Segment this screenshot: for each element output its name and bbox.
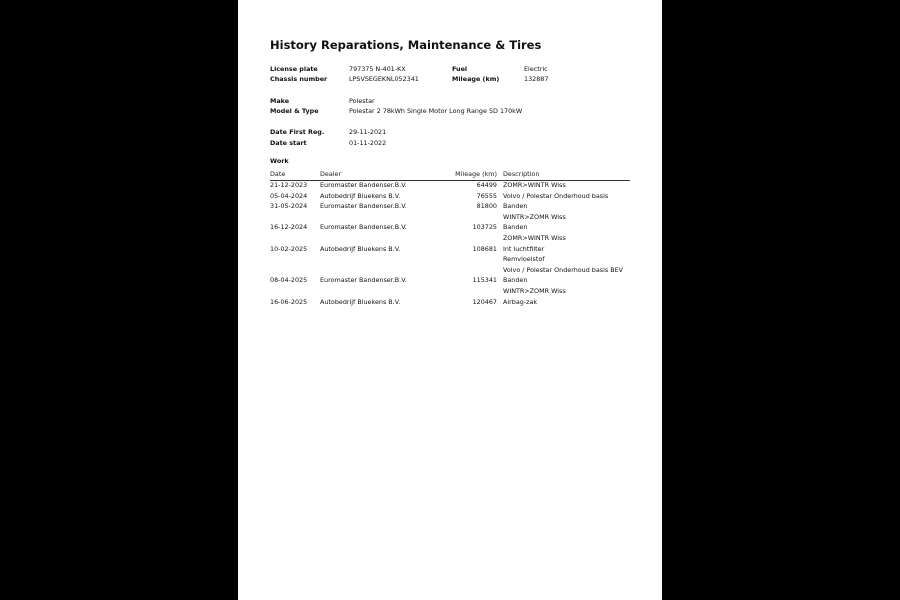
row-description: ZOMR>WINTR Wiss (503, 181, 566, 189)
row-date: 16-12-2024 (270, 223, 308, 232)
row-date: 08-04-2025 (270, 276, 308, 285)
document-page (238, 0, 662, 600)
row-description: Remvloeistof (503, 255, 545, 264)
chassis-number-value: LPSVSEGEKNL052341 (349, 75, 419, 83)
make-value: Polestar (349, 97, 375, 105)
row-description: Banden (503, 223, 528, 232)
row-dealer: Euromaster Bandenser.B.V. (320, 276, 407, 285)
row-date: 21-12-2023 (270, 181, 308, 189)
row-dealer: Euromaster Bandenser.B.V. (320, 223, 407, 232)
row-date: 31-05-2024 (270, 202, 308, 211)
mileage-value: 132887 (524, 75, 549, 83)
document-title: History Reparations, Maintenance & Tires (270, 38, 542, 52)
row-description: Banden (503, 202, 528, 211)
row-date: 16-06-2025 (270, 297, 308, 306)
row-mileage: 64499 (476, 181, 497, 189)
row-description: Int luchtfilter (503, 244, 545, 253)
row-description: Airbag-zak (503, 297, 538, 306)
date-start-value: 01-11-2022 (349, 139, 387, 147)
row-mileage: 108681 (472, 244, 497, 253)
row-mileage: 115341 (472, 276, 497, 285)
column-header-dealer: Dealer (320, 170, 342, 178)
row-dealer: Autobedrijf Bluekens B.V. (320, 244, 401, 253)
row-description: WINTR>ZOMR Wiss (503, 287, 566, 295)
mileage-label: Mileage (km) (452, 75, 500, 83)
date-first-reg-label: Date First Reg. (270, 128, 325, 136)
model-type-label: Model & Type (270, 107, 319, 115)
row-description: Volvo / Polestar Onderhoud basis (503, 191, 609, 200)
fuel-value: Electric (524, 65, 548, 73)
row-dealer: Euromaster Bandenser.B.V. (320, 181, 407, 189)
row-mileage: 120467 (472, 297, 497, 306)
row-dealer: Autobedrijf Bluekens B.V. (320, 297, 401, 306)
row-description: Banden (503, 276, 528, 285)
license-plate-label: License plate (270, 65, 318, 73)
row-dealer: Euromaster Bandenser.B.V. (320, 202, 407, 211)
date-start-label: Date start (270, 139, 307, 147)
row-mileage: 81800 (476, 202, 497, 211)
column-header-description: Description (503, 170, 540, 178)
row-mileage: 76555 (476, 191, 497, 200)
row-date: 10-02-2025 (270, 244, 308, 253)
row-description: WINTR>ZOMR Wiss (503, 212, 566, 221)
row-mileage: 103725 (472, 223, 497, 232)
license-plate-value: 797375 N-401-KX (349, 65, 406, 73)
fuel-label: Fuel (452, 65, 468, 73)
work-heading: Work (270, 157, 289, 165)
model-type-value: Polestar 2 78kWh Single Motor Long Range 5D 170kW (349, 107, 523, 115)
date-first-reg-value: 29-11-2021 (349, 128, 387, 136)
chassis-number-label: Chassis number (270, 75, 328, 83)
row-dealer: Autobedrijf Bluekens B.V. (320, 191, 401, 200)
make-label: Make (270, 97, 290, 105)
row-description: Volvo / Polestar Onderhoud basis BEV (503, 265, 624, 274)
column-header-date: Date (270, 170, 286, 178)
row-date: 05-04-2024 (270, 191, 308, 200)
row-description: ZOMR>WINTR Wiss (503, 234, 566, 242)
column-header-mileage: Mileage (km) (455, 170, 497, 178)
